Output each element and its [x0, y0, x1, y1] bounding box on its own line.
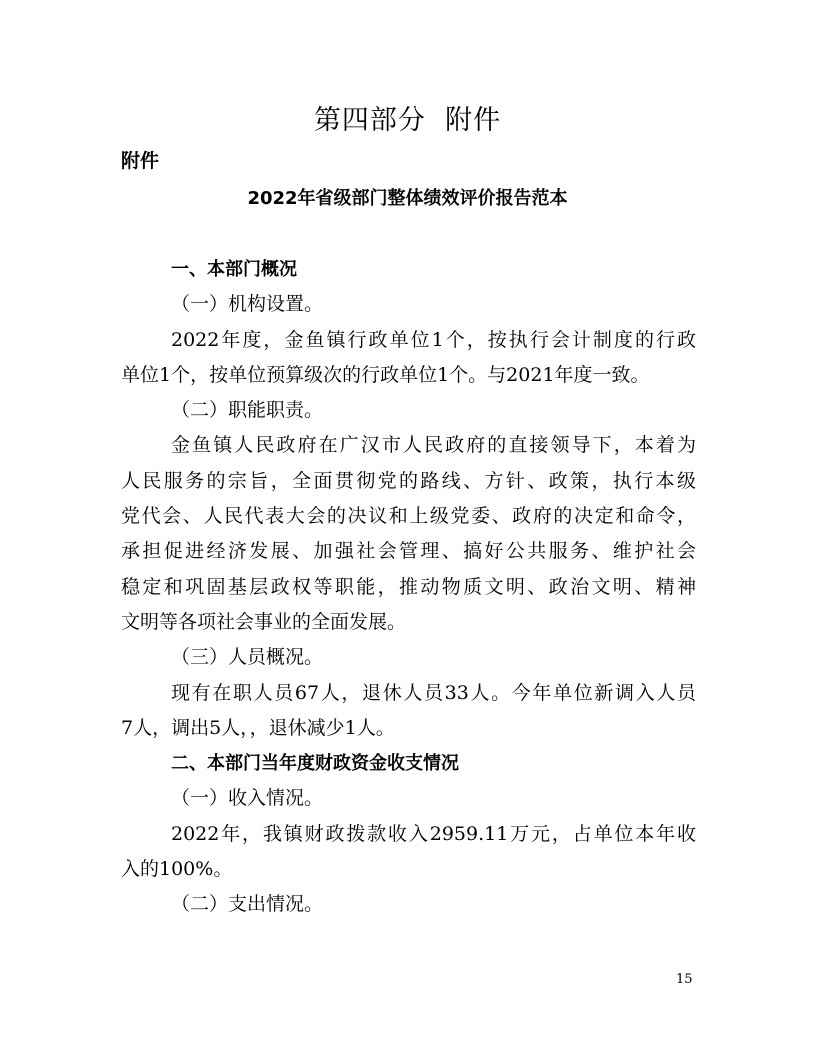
document-body [121, 252, 696, 923]
attachment-label: 附件 [121, 150, 160, 172]
paragraph-line: 7人，调出5人，，退休减少1人。 [121, 716, 395, 739]
paragraph-line: 文明等各项社会事业的全面发展。 [121, 610, 407, 633]
document-title: 2022年省级部门整体绩效评价报告范本 [247, 188, 568, 209]
paragraph-line: 单位1个，按单位预算级次的行政单位1个。与2021年度一致。 [121, 363, 650, 386]
paragraph-line: 金鱼镇人民政府在广汉市人民政府的直接领导下，本着为 [171, 434, 696, 457]
paragraph-line: 承担促进经济发展、加强社会管理、搞好公共服务、维护社会 [121, 540, 696, 563]
page-number: 15 [676, 972, 693, 987]
subsection-heading: （二）职能职责。 [171, 399, 324, 422]
paragraph-line: 党代会、人民代表大会的决议和上级党委、政府的决定和命令， [121, 505, 696, 528]
paragraph-line: 人民服务的宗旨，全面贯彻党的路线、方针、政策，执行本级 [121, 469, 696, 492]
subsection-heading: （一）机构设置。 [171, 293, 324, 316]
subsection-heading: （三）人员概况。 [171, 646, 324, 669]
section-heading: 一、本部门概况 [171, 259, 297, 280]
paragraph-line: 现有在职人员67人，退休人员33人。今年单位新调入人员 [171, 681, 696, 704]
paragraph-line: 2022年，我镇财政拨款收入2959.11万元，占单位本年收 [171, 822, 696, 845]
part-title: 第四部分 附件 [313, 105, 502, 136]
paragraph-line: 稳定和巩固基层政权等职能，推动物质文明、政治文明、精神 [121, 575, 696, 598]
subsection-heading: （二）支出情况。 [171, 893, 324, 916]
paragraph-line: 入的100%。 [121, 858, 233, 881]
subsection-heading: （一）收入情况。 [171, 787, 324, 810]
section-heading: 二、本部门当年度财政资金收支情况 [171, 753, 459, 775]
paragraph-line: 2022年度，金鱼镇行政单位1个，按执行会计制度的行政 [171, 328, 696, 351]
